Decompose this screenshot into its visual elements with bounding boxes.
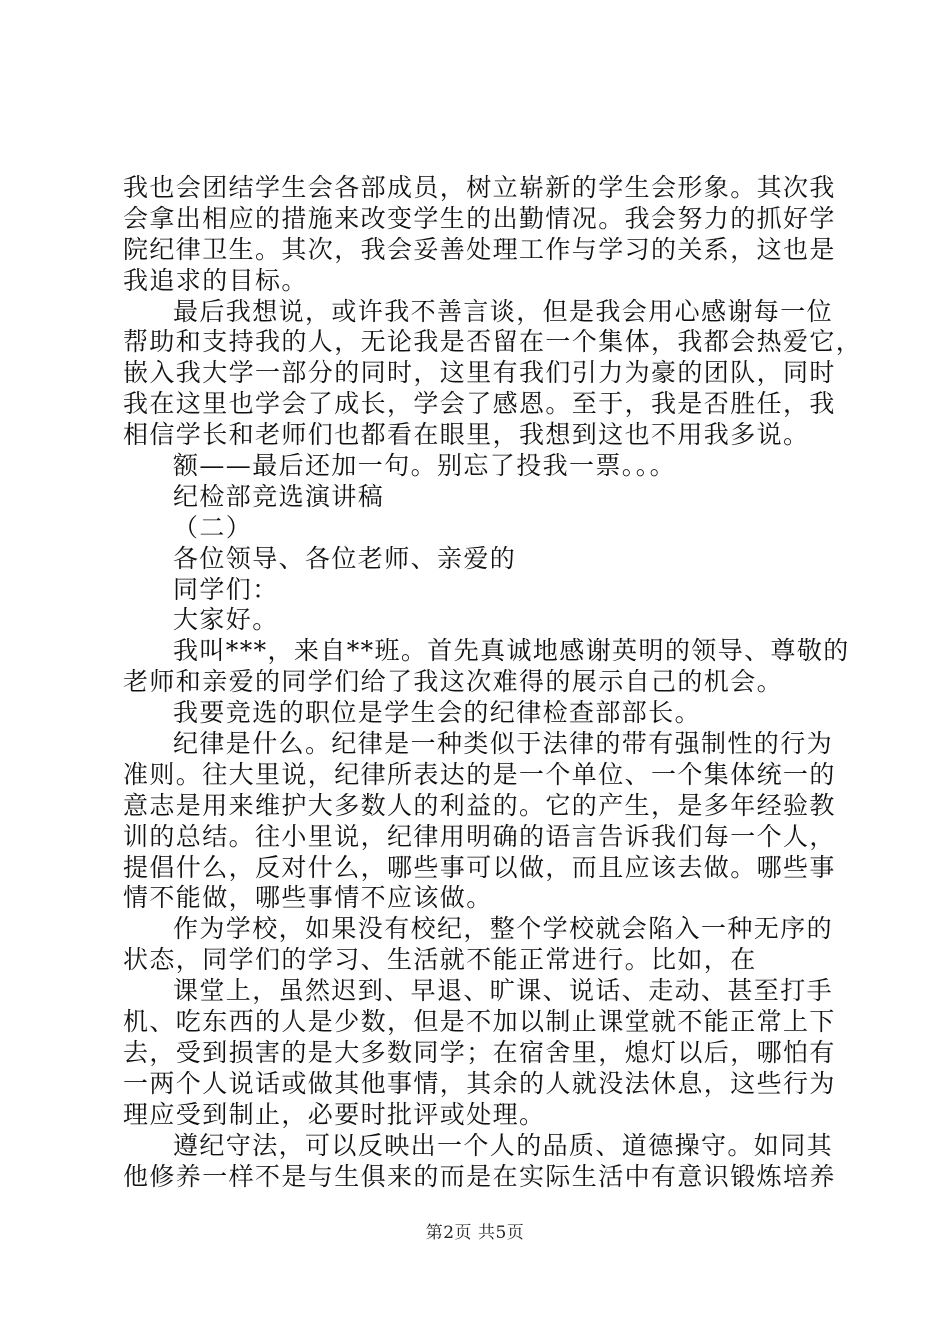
text-line-2: 会拿出相应的措施来改变学生的出勤情况。我会努力的抓好学 [123,203,836,233]
salutation-line-2: 同学们： [173,574,279,604]
page-number-footer: 第2页 共5页 [425,1223,525,1243]
section-title: 纪检部竞选演讲稿 [173,481,385,511]
text-line-9: 相信学长和老师们也都看在眼里，我想到这也不用我多说。 [123,420,810,450]
text-line-6: 帮助和支持我的人，无论我是否留在一个集体，我都会热爱它， [123,327,863,357]
text-line-21: 意志是用来维护大多数人的利益的。它的产生，是多年经验教 [123,790,836,820]
text-line-18: 我要竞选的职位是学生会的纪律检查部部长。 [173,698,702,728]
salutation-line-1: 各位领导、各位老师、亲爱的 [173,543,517,573]
text-line-19: 纪律是什么。纪律是一种类似于法律的带有强制性的行为 [173,729,834,759]
text-line-30: 一两个人说话或做其他事情，其余的人就没法休息，这些行为 [123,1068,836,1098]
text-line-32: 遵纪守法，可以反映出一个人的品质、道德操守。如同其 [173,1130,834,1160]
text-line-5: 最后我想说，或许我不善言谈，但是我会用心感谢每一位 [173,296,834,326]
text-line-24: 情不能做，哪些事情不应该做。 [123,883,493,913]
document-body [123,173,863,1192]
section-number: （二） [173,512,253,542]
text-line-3: 院纪律卫生。其次，我会妥善处理工作与学习的关系，这也是 [123,234,836,264]
text-line-16: 我叫***，来自**班。首先真诚地感谢英明的领导、尊敬的 [173,636,850,666]
text-line-28: 机、吃东西的人是少数，但是不加以制止课堂就不能正常上下 [123,1007,836,1037]
greeting: 大家好。 [173,605,279,635]
text-line-23: 提倡什么，反对什么，哪些事可以做，而且应该去做。哪些事 [123,852,836,882]
text-line-4: 我追求的目标。 [123,265,308,295]
text-line-20: 准则。往大里说，纪律所表达的是一个单位、一个集体统一的 [123,759,836,789]
text-line-7: 嵌入我大学一部分的同时，这里有我们引力为豪的团队，同时 [123,358,836,388]
text-line-31: 理应受到制止，必要时批评或处理。 [123,1099,546,1129]
text-line-1: 我也会团结学生会各部成员，树立崭新的学生会形象。其次我 [123,173,836,202]
text-line-27: 课堂上，虽然迟到、早退、旷课、说话、走动、甚至打手 [173,976,834,1006]
text-line-22: 训的总结。往小里说，纪律用明确的语言告诉我们每一个人， [123,821,836,851]
text-line-33: 他修养一样不是与生俱来的而是在实际生活中有意识锻炼培养 [123,1161,836,1191]
text-line-26: 状态，同学们的学习、生活就不能正常进行。比如，在 [123,945,757,975]
text-line-17: 老师和亲爱的同学们给了我这次难得的展示自己的机会。 [123,667,784,697]
text-line-8: 我在这里也学会了成长，学会了感恩。至于，我是否胜任，我 [123,389,836,419]
text-line-29: 去，受到损害的是大多数同学；在宿舍里，熄灯以后，哪怕有 [123,1037,836,1067]
text-line-10: 额——最后还加一句。别忘了投我一票。。。 [173,451,677,481]
text-line-25: 作为学校，如果没有校纪，整个学校就会陷入一种无序的 [173,914,834,944]
